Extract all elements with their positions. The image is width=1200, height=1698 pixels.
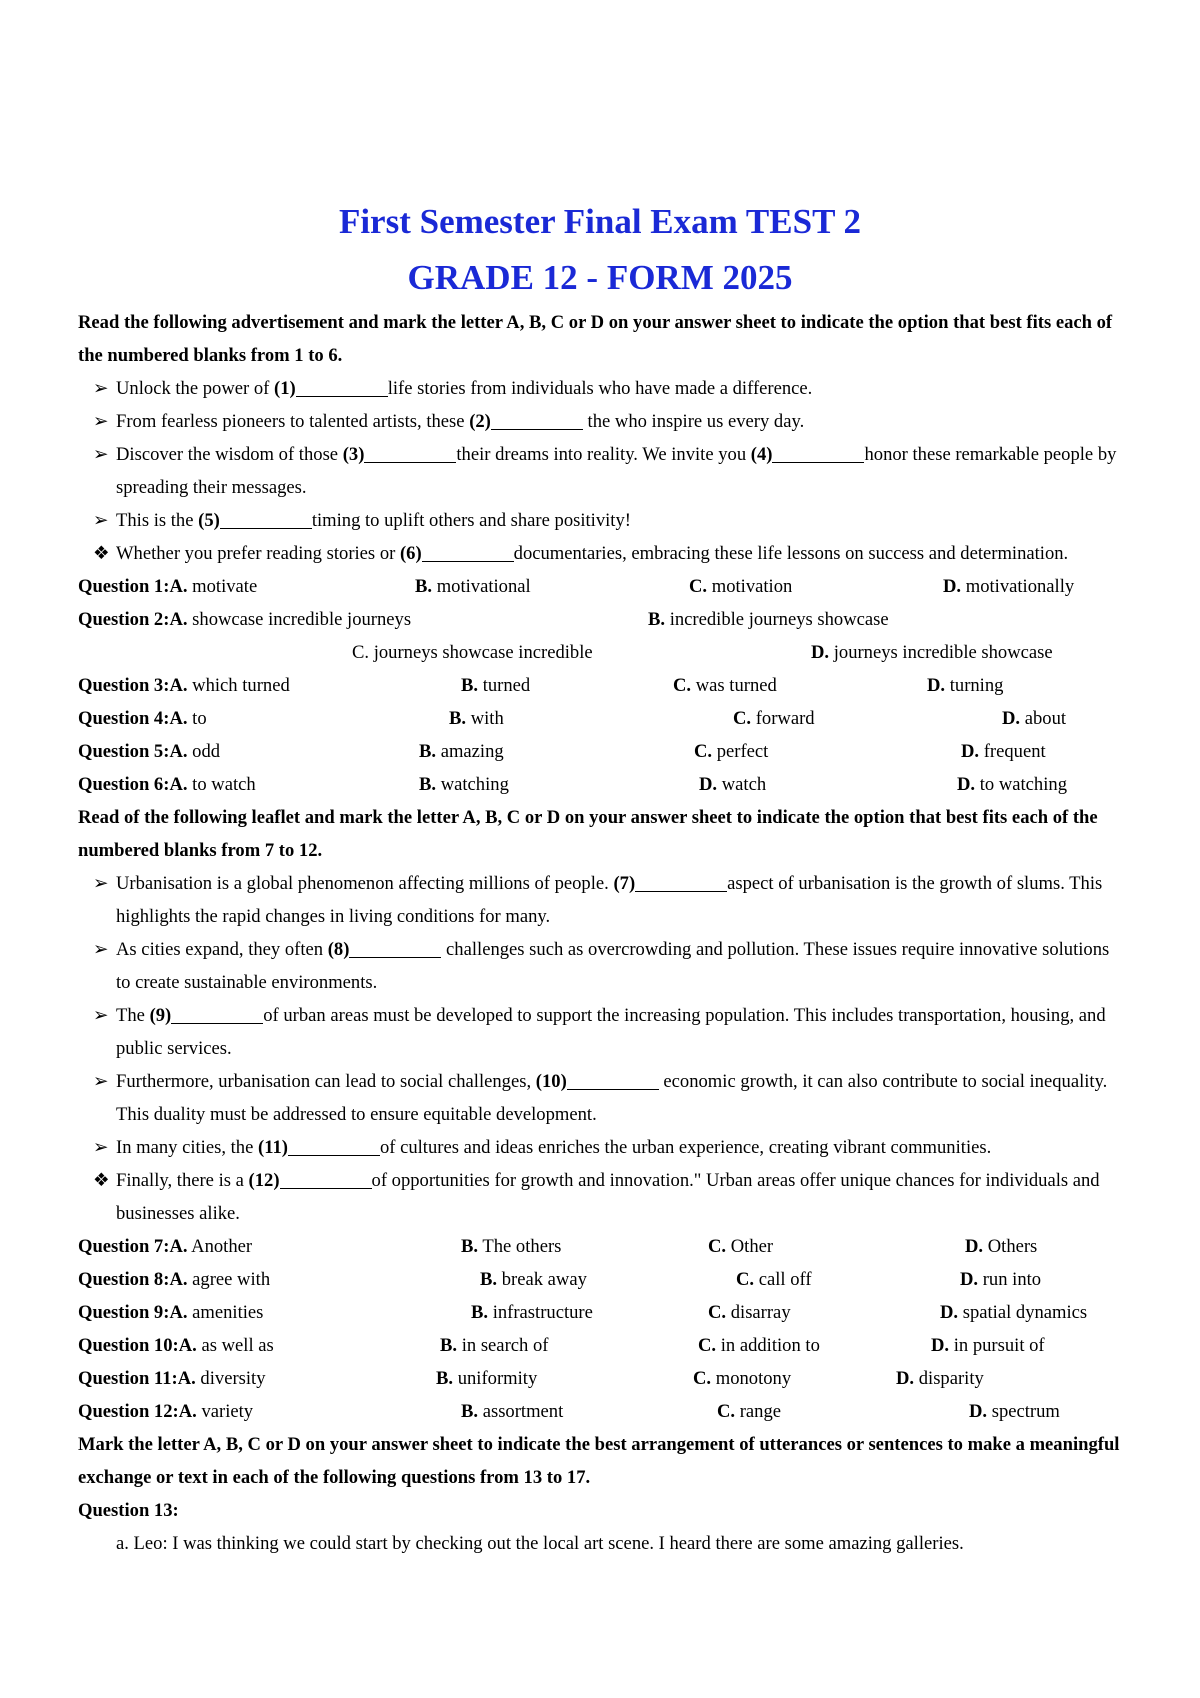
answer-blank	[772, 443, 864, 463]
answer-blank	[220, 509, 312, 529]
question-2-c[interactable]: C. journeys showcase incredible	[352, 642, 593, 663]
question-6-row	[78, 768, 1128, 801]
question-3-b[interactable]: B. turned	[461, 675, 531, 696]
question-4-row	[78, 702, 1128, 735]
question-9-c[interactable]: C. disarray	[708, 1302, 791, 1323]
question-3-row	[78, 669, 1128, 702]
question-8-d[interactable]: D. run into	[960, 1269, 1042, 1290]
passage1-item-4: ➢ This is the (5) timing to uplift others and share positivity!	[78, 504, 1128, 537]
passage2-item-4: ➢ Furthermore, urbanisation can lead to social challenges, (10) economic growth, it can also contribute to social inequality. This duality must be addressed to ensure equitable development.	[78, 1065, 1128, 1131]
question-11-b[interactable]: B. uniformity	[436, 1368, 538, 1389]
question-9-a[interactable]: Question 9:A. amenities	[78, 1302, 264, 1323]
question-9-row	[78, 1296, 1128, 1329]
question-10-c[interactable]: C. in addition to	[698, 1335, 820, 1356]
question-4-c[interactable]: C. forward	[733, 708, 815, 729]
passage2-item-1: ➢ Urbanisation is a global phenomenon affecting millions of people. (7) aspect of urbanisation is the growth of slums. This highlights the rapid changes in living conditions for many.	[78, 867, 1128, 933]
answer-blank	[567, 1070, 659, 1090]
arrow-bullet-icon: ➢	[93, 1137, 109, 1158]
section2-instruction: Read of the following leaflet and mark the letter A, B, C or D on your answer sheet to indicate the option that best fits each of the numbered blanks from 7 to 12.	[78, 807, 1098, 861]
passage2-item-5: ➢ In many cities, the (11) of cultures and ideas enriches the urban experience, creating vibrant communities.	[78, 1131, 1128, 1164]
diamond-bullet-icon: ❖	[93, 1170, 110, 1191]
passage2-item-3: ➢ The (9) of urban areas must be developed to support the increasing population. This includes transportation, housing, and public services.	[78, 999, 1128, 1065]
question-7-d[interactable]: D. Others	[965, 1236, 1038, 1257]
question-6-d[interactable]: D. to watching	[957, 774, 1067, 795]
blank-label: (6)	[399, 543, 422, 564]
question-3-a[interactable]: Question 3:A. which turned	[78, 675, 290, 696]
blank-label: (7)	[613, 873, 636, 894]
blank-label: (1)	[274, 378, 296, 399]
answer-blank	[635, 872, 727, 892]
question-8-a[interactable]: Question 8:A. agree with	[78, 1269, 271, 1290]
question-10-b[interactable]: B. in search of	[440, 1335, 549, 1356]
blank-label: (8)	[327, 939, 350, 960]
exam-title: First Semester Final Exam TEST 2	[338, 202, 862, 241]
question-12-row	[78, 1395, 1128, 1428]
answer-blank	[171, 1004, 263, 1024]
passage1-item-1: ➢ Unlock the power of (1) life stories from individuals who have made a difference.	[78, 372, 1128, 405]
section3-instruction: Mark the letter A, B, C or D on your answer sheet to indicate the best arrangement of utterances or sentences to make a meaningful exchange or text in each of the following questions from 13 to 17.	[78, 1434, 1120, 1488]
answer-blank	[280, 1169, 372, 1189]
arrow-bullet-icon: ➢	[93, 378, 109, 399]
question-7-c[interactable]: C. Other	[708, 1236, 774, 1257]
question-4-b[interactable]: B. with	[449, 708, 504, 729]
question-5-row	[78, 735, 1128, 768]
question-10-a[interactable]: Question 10:A. as well as	[78, 1335, 274, 1356]
answer-blank	[422, 542, 514, 562]
question-1-a[interactable]: Question 1:A. motivate	[78, 576, 258, 597]
arrow-bullet-icon: ➢	[93, 510, 109, 531]
question-2-b[interactable]: B. incredible journeys showcase	[648, 609, 889, 630]
arrow-bullet-icon: ➢	[93, 444, 109, 465]
question-3-c[interactable]: C. was turned	[673, 675, 777, 696]
blank-label: (4)	[750, 444, 773, 465]
question-2-row-2	[78, 636, 1128, 669]
question-5-b[interactable]: B. amazing	[419, 741, 504, 762]
arrow-bullet-icon: ➢	[93, 1071, 109, 1092]
passage1-item-2: ➢ From fearless pioneers to talented artists, these (2) the who inspire us every day.	[78, 405, 1128, 438]
question-8-row	[78, 1263, 1128, 1296]
passage2-item-6: ❖ Finally, there is a (12) of opportunities for growth and innovation." Urban areas offer unique chances for individuals and businesses alike.	[78, 1164, 1128, 1230]
answer-blank	[364, 443, 456, 463]
question-2-d[interactable]: D. journeys incredible showcase	[811, 642, 1053, 663]
section1-instruction: Read the following advertisement and mark the letter A, B, C or D on your answer sheet to indicate the option that best fits each of the numbered blanks from 1 to 6.	[78, 312, 1113, 366]
question-10-d[interactable]: D. in pursuit of	[931, 1335, 1045, 1356]
blank-label: (3)	[342, 444, 365, 465]
question-5-d[interactable]: D. frequent	[961, 741, 1046, 762]
question-3-d[interactable]: D. turning	[927, 675, 1004, 696]
question-10-row	[78, 1329, 1128, 1362]
arrow-bullet-icon: ➢	[93, 411, 109, 432]
question-11-a[interactable]: Question 11:A. diversity	[78, 1368, 266, 1389]
question-13-label: Question 13:	[78, 1500, 179, 1521]
question-6-c[interactable]: D. watch	[699, 774, 767, 795]
question-12-c[interactable]: C. range	[717, 1401, 782, 1422]
question-1-d[interactable]: D. motivationally	[943, 576, 1075, 597]
question-5-c[interactable]: C. perfect	[694, 741, 769, 762]
blank-label: (9)	[149, 1005, 172, 1026]
question-2-row	[78, 603, 1128, 636]
question-9-b[interactable]: B. infrastructure	[471, 1302, 593, 1323]
question-1-c[interactable]: C. motivation	[689, 576, 793, 597]
passage2-item-2: ➢ As cities expand, they often (8) challenges such as overcrowding and pollution. These issues require innovative solutions to create sustainable environments.	[78, 933, 1128, 999]
exam-subtitle: GRADE 12 - FORM 2025	[407, 258, 793, 297]
answer-blank	[288, 1136, 380, 1156]
answer-blank	[296, 377, 388, 397]
blank-label: (2)	[469, 411, 491, 432]
question-8-c[interactable]: C. call off	[736, 1269, 812, 1290]
question-5-a[interactable]: Question 5:A. odd	[78, 741, 221, 762]
passage1-item-5: ❖ Whether you prefer reading stories or (6) documentaries, embracing these life lessons on success and determination.	[78, 537, 1128, 570]
question-13-line-a: a. Leo: I was thinking we could start by checking out the local art scene. I heard there are some amazing galleries.	[116, 1533, 964, 1554]
question-6-b[interactable]: B. watching	[419, 774, 509, 795]
question-4-d[interactable]: D. about	[1002, 708, 1067, 729]
question-1-row	[78, 570, 1128, 603]
question-7-row	[78, 1230, 1128, 1263]
question-12-b[interactable]: B. assortment	[461, 1401, 564, 1422]
question-2-a[interactable]: Question 2:A. showcase incredible journeys	[78, 609, 412, 630]
blank-label: (10)	[535, 1071, 567, 1092]
diamond-bullet-icon: ❖	[93, 543, 110, 564]
question-11-row	[78, 1362, 1128, 1395]
arrow-bullet-icon: ➢	[93, 873, 109, 894]
question-7-a[interactable]: Question 7:A. Another	[78, 1236, 253, 1257]
arrow-bullet-icon: ➢	[93, 1005, 109, 1026]
question-1-b[interactable]: B. motivational	[415, 576, 531, 597]
question-9-d[interactable]: D. spatial dynamics	[940, 1302, 1088, 1323]
arrow-bullet-icon: ➢	[93, 939, 109, 960]
answer-blank	[349, 938, 441, 958]
question-4-a[interactable]: Question 4:A. to	[78, 708, 207, 729]
question-11-c[interactable]: C. monotony	[693, 1368, 792, 1389]
question-8-b[interactable]: B. break away	[480, 1269, 587, 1290]
question-11-d[interactable]: D. disparity	[896, 1368, 984, 1389]
answer-blank	[491, 410, 583, 430]
blank-label: (11)	[258, 1137, 288, 1158]
blank-label: (5)	[198, 510, 220, 531]
question-12-d[interactable]: D. spectrum	[969, 1401, 1060, 1422]
blank-label: (12)	[248, 1170, 280, 1191]
passage1-item-3: ➢ Discover the wisdom of those (3) their dreams into reality. We invite you (4) honor these remarkable people by spreading their messages.	[78, 438, 1128, 504]
question-6-a[interactable]: Question 6:A. to watch	[78, 774, 256, 795]
question-7-b[interactable]: B. The others	[461, 1236, 562, 1257]
question-12-a[interactable]: Question 12:A. variety	[78, 1401, 254, 1422]
exam-content	[78, 306, 1128, 1560]
